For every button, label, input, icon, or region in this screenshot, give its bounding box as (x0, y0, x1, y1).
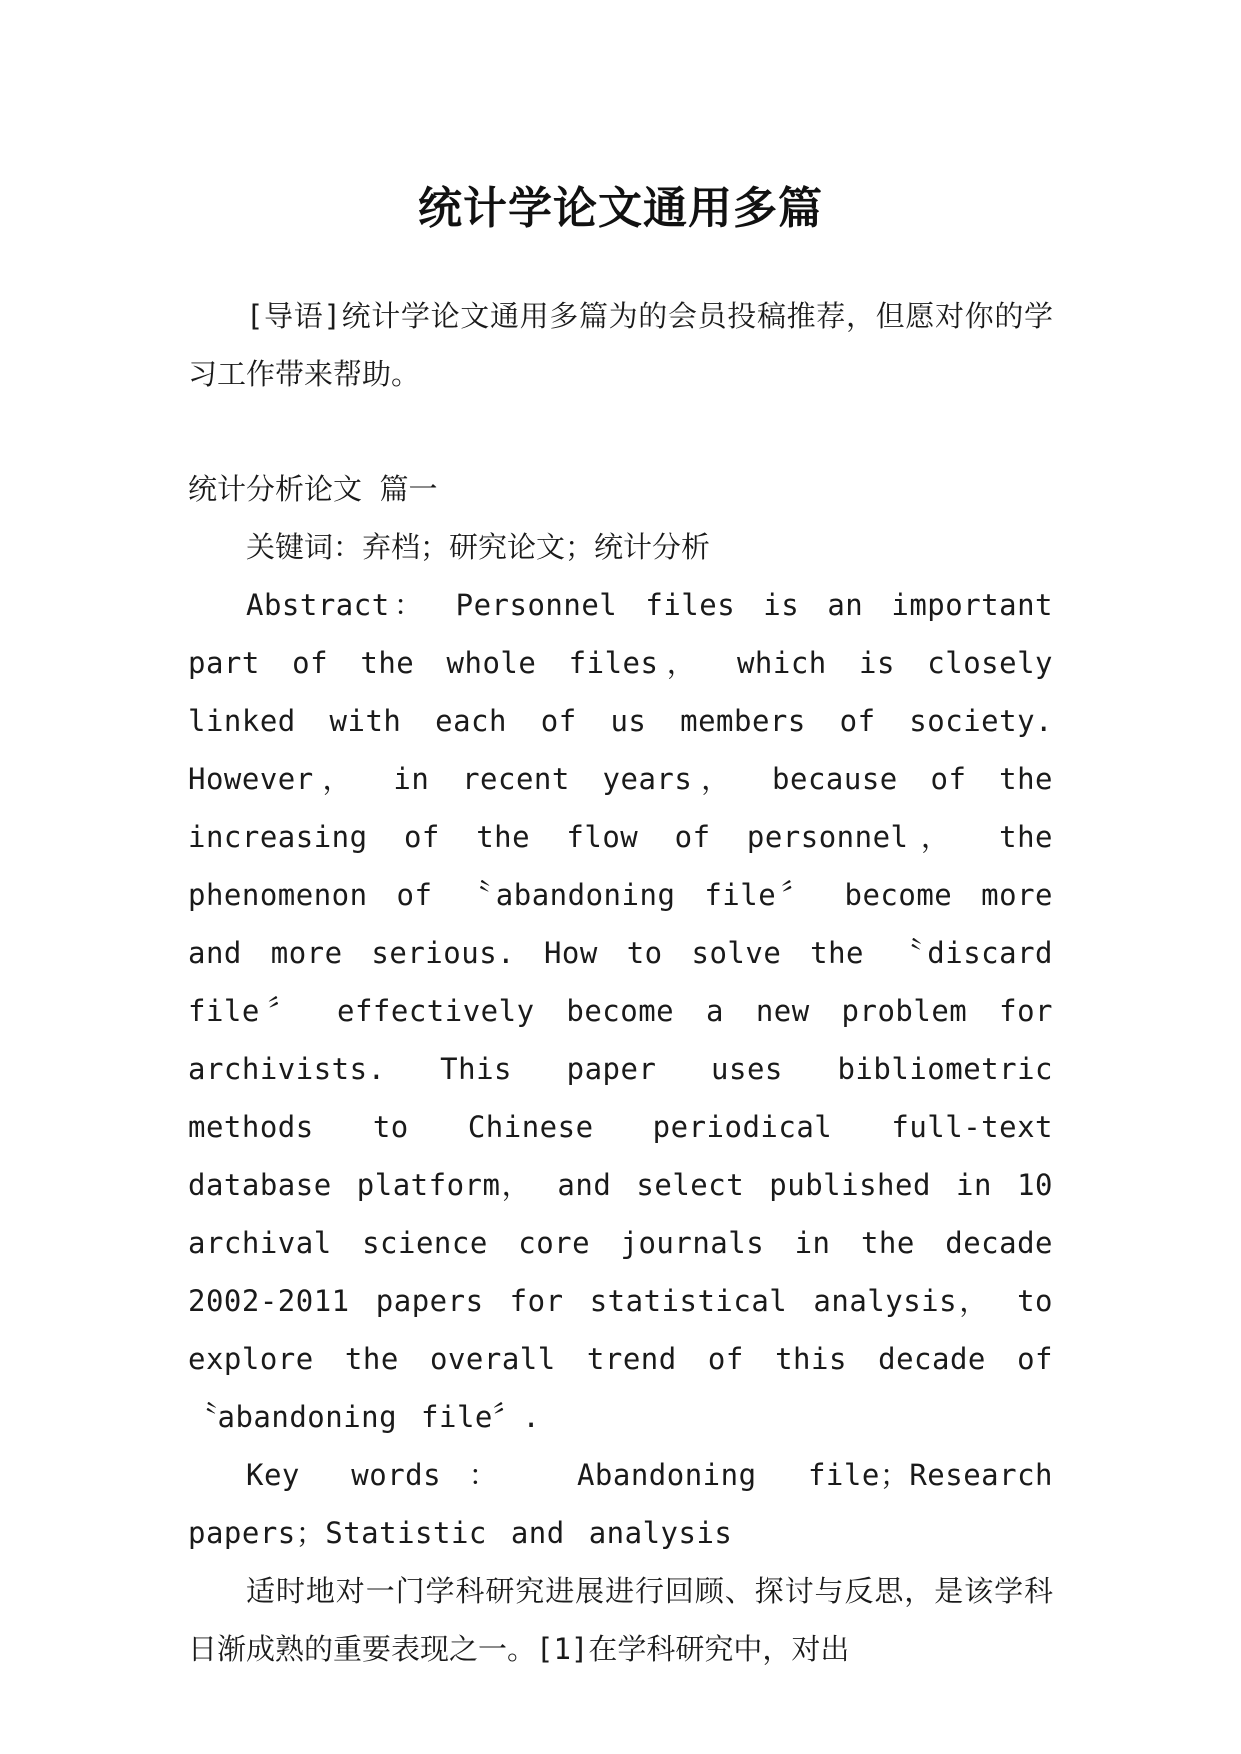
keywords-cn-paragraph: 关键词：弃档；研究论文；统计分析 (246, 530, 711, 564)
intro-block (188, 287, 1053, 403)
intro-paragraph: [导语]统计学论文通用多篇为的会员投稿推荐，但愿对你的学习工作带来帮助。 (188, 299, 1053, 391)
abstract-en-paragraph: Abstract： Personnel files is an important part of the whole files， which is closely linked with each of us members of society. However， in recent years， because of the increasing of the flow of personnel， the phenomenon of 〝abandoning file〞 become more and more serious. How to solve the 〝discard file〞 effectively become a new problem for archivists. This paper uses bibliometric methods to Chinese periodical full-text database platform， and select published in 10 archival science core journals in the decade 2002-2011 papers for statistical analysis， to explore the overall trend of this decade of 〝abandoning file〞. (188, 588, 1053, 1434)
document-title: 统计学论文通用多篇 (418, 183, 823, 235)
body-cn-paragraph: 适时地对一门学科研究进展进行回顾、探讨与反思，是该学科日渐成熟的重要表现之一。[1]在学科研究中，对出 (188, 1574, 1053, 1666)
section-heading: 统计分析论文 篇一 (188, 472, 438, 506)
article-body (188, 460, 1053, 1678)
keywords-en-paragraph: Key words： Abandoning file；Research papers；Statistic and analysis (188, 1458, 1053, 1550)
